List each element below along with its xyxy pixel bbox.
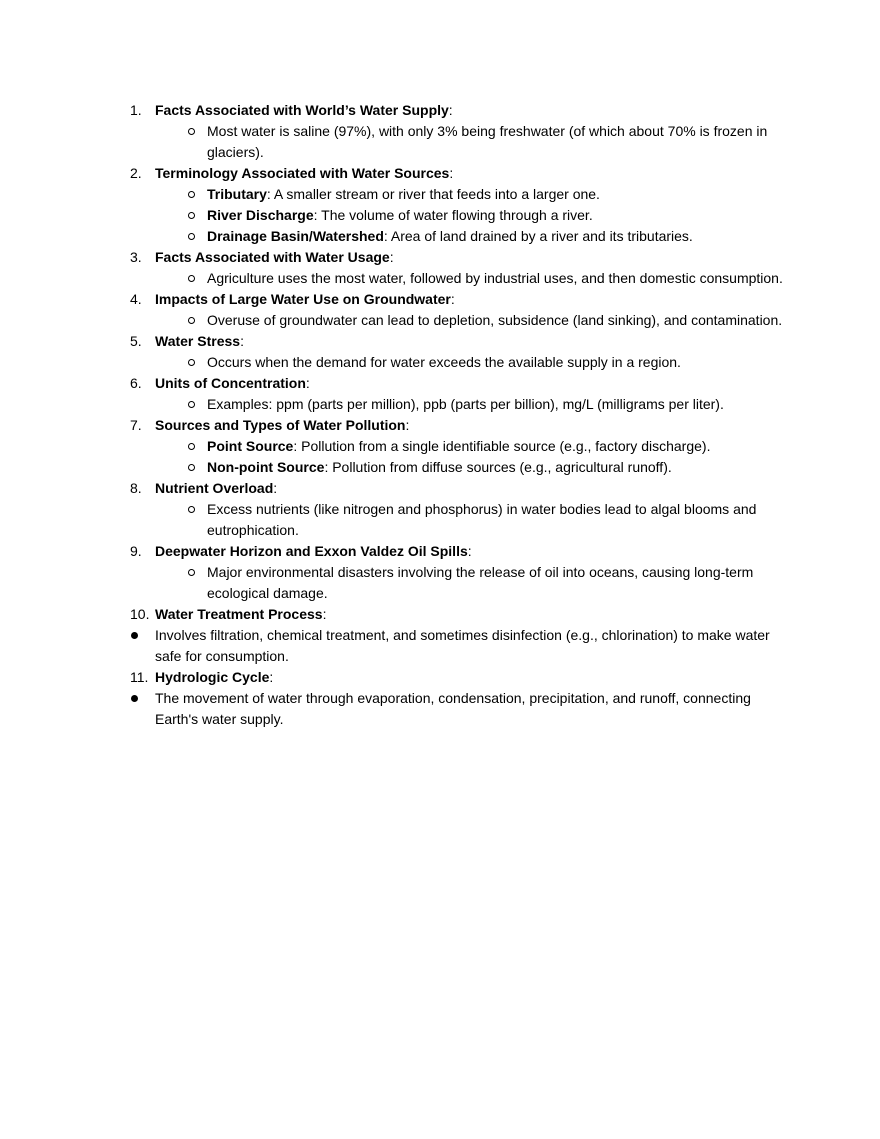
bullet-text (207, 310, 784, 331)
list-item-heading-text (155, 247, 788, 268)
bullet-text-body: : Pollution from diffuse sources (e.g., agricultural runoff). (324, 459, 672, 475)
list-item-number: 4. (130, 291, 142, 307)
sub-bullet-row (130, 562, 788, 604)
bullet-text (207, 184, 784, 205)
bullet-text-body: Most water is saline (97%), with only 3% being freshwater (of which about 70% is frozen in glaciers). (207, 123, 768, 160)
circle-outline-bullet-icon (185, 499, 207, 513)
circle-outline-bullet-icon (185, 184, 207, 198)
list-item-heading (130, 163, 788, 184)
bullet-text (207, 268, 784, 289)
sub-bullet-row (130, 121, 788, 163)
list-item-heading-colon: : (305, 375, 310, 391)
circle-outline-bullet-icon (185, 268, 207, 282)
list-item-heading-text (155, 541, 788, 562)
bullet-text-body: Agriculture uses the most water, followed by industrial uses, and then domestic consumption. (207, 270, 783, 286)
sub-bullet-row (130, 394, 788, 415)
list-item-heading-bold: Sources and Types of Water Pollution (155, 417, 406, 433)
bullet-text-bold-term: Drainage Basin/Watershed (207, 228, 384, 244)
list-item-heading-bold: Hydrologic Cycle (155, 669, 270, 685)
bullet-text (207, 205, 784, 226)
list-item-heading-bold: Terminology Associated with Water Sources (155, 165, 450, 181)
list-item-heading-colon: : (450, 291, 455, 307)
list-item-heading-colon: : (449, 165, 454, 181)
sub-bullet-row (130, 352, 788, 373)
bullet-text-body: Excess nutrients (like nitrogen and phosphorus) in water bodies lead to algal blooms and eutrophication. (207, 501, 757, 538)
list-item-heading-text (155, 289, 788, 310)
list-item-heading-text (155, 604, 788, 625)
circle-outline-bullet-icon (185, 562, 207, 576)
list-item-heading (130, 331, 788, 352)
ring-glyph (188, 569, 195, 576)
bullet-text (207, 121, 784, 163)
circle-outline-bullet-icon (185, 457, 207, 471)
bullet-text-body: : Pollution from a single identifiable source (e.g., factory discharge). (293, 438, 711, 454)
list-item-heading (130, 100, 788, 121)
outdented-bullet-row (130, 625, 788, 667)
list-item-heading-text (155, 373, 788, 394)
list-item-heading (130, 373, 788, 394)
ring-glyph (188, 443, 195, 450)
list-item-heading-colon: : (322, 606, 327, 622)
bullet-text-bold-term: River Discharge (207, 207, 314, 223)
list-item-heading (130, 667, 788, 688)
list-item-heading-bold: Facts Associated with World’s Water Supply (155, 102, 449, 118)
list-item-heading-bold: Water Stress (155, 333, 241, 349)
bullet-text (155, 688, 788, 730)
list-item-heading-bold: Units of Concentration (155, 375, 306, 391)
bullet-text-body: : The volume of water flowing through a river. (313, 207, 593, 223)
filled-disc-bullet-icon (130, 625, 155, 639)
sub-bullet-row (130, 310, 788, 331)
sub-bullet-row (130, 205, 788, 226)
sub-bullet-row (130, 457, 788, 478)
bullet-text-body: The movement of water through evaporation, condensation, precipitation, and runoff, connecting Earth's water supply. (155, 690, 751, 727)
disc-glyph (131, 695, 138, 702)
ring-glyph (188, 233, 195, 240)
bullet-text-body: Overuse of groundwater can lead to depletion, subsidence (land sinking), and contamination. (207, 312, 783, 328)
list-item-number: 11. (130, 669, 149, 685)
ring-glyph (188, 464, 195, 471)
list-item-heading-text (155, 331, 788, 352)
circle-outline-bullet-icon (185, 352, 207, 366)
list-item-heading-bold: Deepwater Horizon and Exxon Valdez Oil Spills (155, 543, 468, 559)
bullet-text-bold-term: Point Source (207, 438, 294, 454)
list-item-heading (130, 478, 788, 499)
bullet-text (207, 226, 784, 247)
circle-outline-bullet-icon (185, 205, 207, 219)
ring-glyph (188, 401, 195, 408)
list-item-heading-text (155, 415, 788, 436)
bullet-text-body: Major environmental disasters involving the release of oil into oceans, causing long-term ecological damage. (207, 564, 754, 601)
list-item-number: 9. (130, 543, 142, 559)
list-item-heading-bold: Nutrient Overload (155, 480, 274, 496)
circle-outline-bullet-icon (185, 436, 207, 450)
ring-glyph (188, 275, 195, 282)
list-item-heading (130, 604, 788, 625)
list-item-number: 10. (130, 606, 150, 622)
list-item-heading-text (155, 667, 788, 688)
circle-outline-bullet-icon (185, 310, 207, 324)
list-item-number: 6. (130, 375, 142, 391)
circle-outline-bullet-icon (185, 394, 207, 408)
bullet-text (207, 352, 784, 373)
bullet-text (207, 499, 784, 541)
list-item-number: 7. (130, 417, 142, 433)
list-item-heading-text (155, 163, 788, 184)
list-item-heading-colon: : (405, 417, 410, 433)
list-item-heading-colon: : (273, 480, 278, 496)
sub-bullet-row (130, 268, 788, 289)
sub-bullet-row (130, 184, 788, 205)
bullet-text (207, 457, 784, 478)
bullet-text-bold-term: Non-point Source (207, 459, 325, 475)
ring-glyph (188, 212, 195, 219)
list-item-heading-colon: : (467, 543, 472, 559)
ring-glyph (188, 317, 195, 324)
bullet-text-body: : Area of land drained by a river and its tributaries. (383, 228, 693, 244)
list-item-number: 1. (130, 102, 142, 118)
circle-outline-bullet-icon (185, 226, 207, 240)
circle-outline-bullet-icon (185, 121, 207, 135)
list-item-heading-text (155, 100, 788, 121)
ring-glyph (188, 506, 195, 513)
bullet-text-bold-term: Tributary (207, 186, 267, 202)
list-item-heading-colon: : (448, 102, 453, 118)
bullet-text (207, 436, 784, 457)
list-item-heading (130, 415, 788, 436)
list-item-heading (130, 247, 788, 268)
sub-bullet-row (130, 226, 788, 247)
bullet-text-body: Occurs when the demand for water exceeds the available supply in a region. (207, 354, 681, 370)
bullet-text-body: : A smaller stream or river that feeds into a larger one. (266, 186, 600, 202)
disc-glyph (131, 632, 138, 639)
ring-glyph (188, 128, 195, 135)
list-item-heading-colon: : (240, 333, 244, 349)
list-item-heading (130, 541, 788, 562)
bullet-text-body: Involves filtration, chemical treatment, and sometimes disinfection (e.g., chlorination) to make water safe for consumption. (155, 627, 770, 664)
list-item-heading-colon: : (269, 669, 274, 685)
list-item-number: 5. (130, 333, 142, 349)
filled-disc-bullet-icon (130, 688, 155, 702)
list-item-heading-bold: Water Treatment Process (155, 606, 323, 622)
sub-bullet-row (130, 436, 788, 457)
bullet-text (207, 394, 784, 415)
ring-glyph (188, 359, 195, 366)
list-item-heading (130, 289, 788, 310)
outdented-bullet-row (130, 688, 788, 730)
list-item-heading-text (155, 478, 788, 499)
list-item-number: 2. (130, 165, 142, 181)
list-item-number: 8. (130, 480, 142, 496)
sub-bullet-row (130, 499, 788, 541)
list-item-heading-bold: Impacts of Large Water Use on Groundwater (155, 291, 451, 307)
ring-glyph (188, 191, 195, 198)
list-item-number: 3. (130, 249, 142, 265)
bullet-text (207, 562, 784, 604)
list-item-heading-bold: Facts Associated with Water Usage (155, 249, 390, 265)
list-item-heading-colon: : (389, 249, 394, 265)
bullet-text (155, 625, 788, 667)
bullet-text-body: Examples: ppm (parts per million), ppb (parts per billion), mg/L (milligrams per liter). (207, 396, 724, 412)
